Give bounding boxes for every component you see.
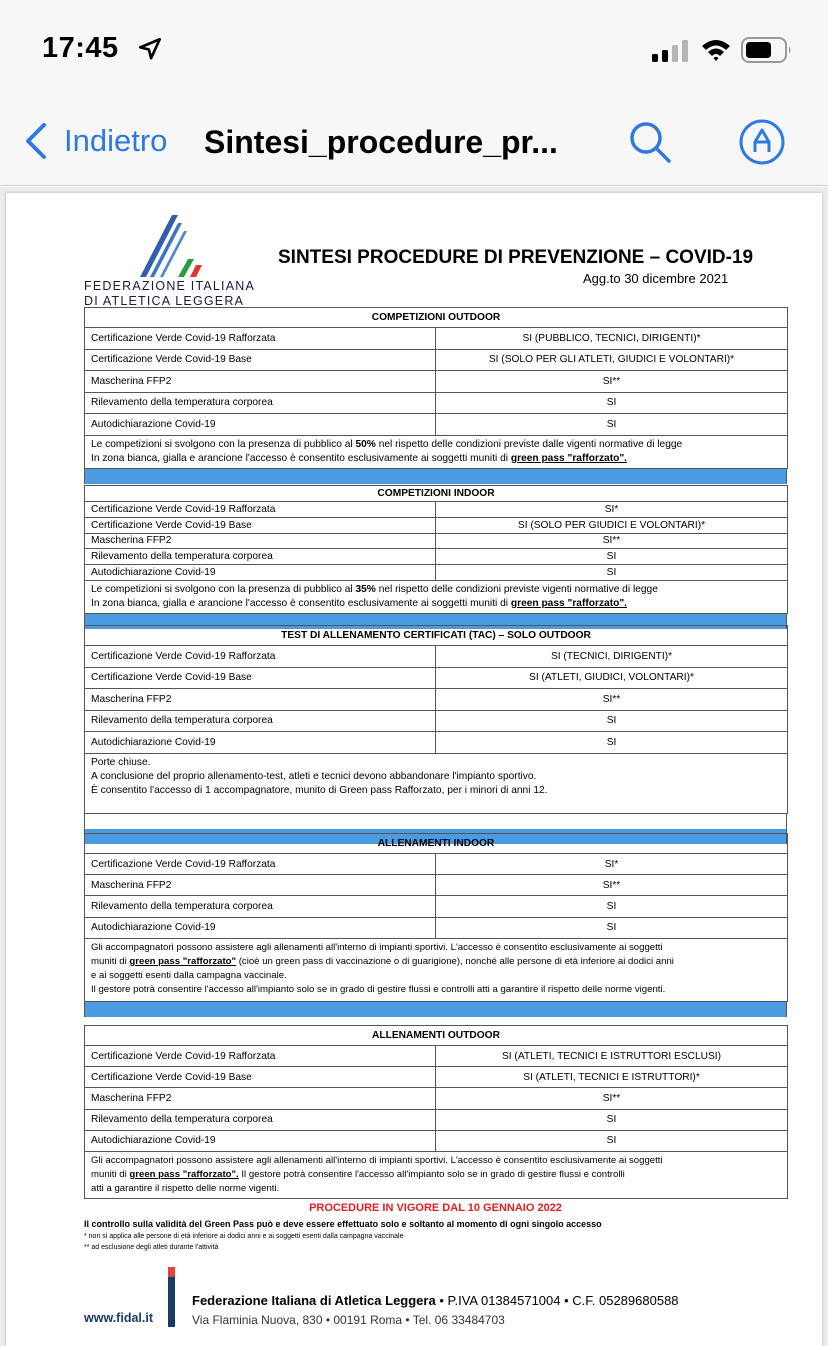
table-row [85, 1109, 788, 1130]
section-heading: COMPETIZIONI INDOOR [85, 486, 788, 502]
table-row [85, 371, 788, 393]
row-value: SI** [436, 1088, 788, 1109]
section-allenamenti-outdoor [84, 1025, 787, 1199]
note-text: e ai soggetti esenti dalla campagna vaccinale. [91, 969, 287, 981]
footer-tax-ids: • P.IVA 01384571004 • C.F. 05289680588 [435, 1293, 679, 1308]
row-value: SI [436, 732, 788, 754]
table-row [85, 533, 788, 549]
markup-pen-icon[interactable] [738, 118, 786, 166]
note-bold: green pass "rafforzato" [129, 955, 237, 967]
note-text: nel rispetto delle condizioni previste vigenti normative di legge [375, 583, 658, 595]
note-text: Porte chiuse. [91, 756, 151, 768]
note-text: atti a garantire il rispetto delle norme vigenti. [91, 1182, 280, 1194]
section-note [85, 435, 788, 468]
note-bold: green pass "rafforzato". [510, 597, 627, 609]
row-value: SI** [436, 533, 788, 549]
row-value: SI [436, 414, 788, 436]
table-row [85, 917, 788, 938]
row-value: SI [436, 1130, 788, 1151]
table-row [85, 689, 788, 711]
location-arrow-icon [137, 36, 163, 62]
org-name-line1: FEDERAZIONE ITALIANA [84, 279, 256, 293]
section-test-allenamento [84, 625, 787, 844]
row-value: SI (SOLO PER GLI ATLETI, GIUDICI E VOLONTARI)* [436, 349, 788, 371]
row-label: Mascherina FFP2 [85, 533, 436, 549]
note-bold: green pass "rafforzato". [129, 1168, 239, 1180]
row-value: SI [436, 1109, 788, 1130]
table-row [85, 502, 788, 518]
row-value: SI [436, 917, 788, 938]
note-text: Le competizioni si svolgono con la presenza di pubblico al [91, 438, 356, 450]
row-label: Mascherina FFP2 [85, 1088, 436, 1109]
note-text: nel rispetto delle condizioni previste dalle vigenti normative di legge [375, 438, 683, 450]
row-label: Certificazione Verde Covid-19 Rafforzata [85, 328, 436, 350]
note-bold: green pass "rafforzato". [510, 452, 627, 464]
row-label: Certificazione Verde Covid-19 Rafforzata [85, 854, 436, 875]
note-text: Le competizioni si svolgono con la presenza di pubblico al [91, 583, 356, 595]
table-row [85, 1088, 788, 1109]
row-value: SI [436, 549, 788, 565]
wifi-icon [700, 38, 732, 62]
note-text: Gli accompagnatori possono assistere agli allenamenti all'interno di impianti sportivi. L'accesso è consentito esclusivamente ai soggetti [91, 1154, 663, 1166]
row-label: Autodichiarazione Covid-19 [85, 1130, 436, 1151]
note-text: Gli accompagnatori possono assistere agli allenamenti all'interno di impianti sportivi. L'accesso è consentito esclusivamente ai soggetti [91, 941, 663, 953]
document-title: Sintesi_procedure_pr... [204, 124, 558, 160]
table-row [85, 732, 788, 754]
chevron-left-icon [22, 121, 50, 161]
footnote-single-asterisk: * non si applica alle persone di età inferiore ai dodici anni e ai soggetti esenti dalla campagna vaccinale [84, 1233, 404, 1240]
row-value: SI (PUBBLICO, TECNICI, DIRIGENTI)* [436, 328, 788, 350]
table-row [85, 1130, 788, 1151]
section-competizioni-indoor [84, 485, 787, 629]
row-value: SI* [436, 854, 788, 875]
effective-date-notice: PROCEDURE IN VIGORE DAL 10 GENNAIO 2022 [309, 1202, 562, 1214]
section-note [85, 938, 788, 1001]
section-note [85, 580, 788, 613]
table-row [85, 646, 788, 668]
row-value: SI (ATLETI, TECNICI E ISTRUTTORI)* [436, 1067, 788, 1088]
status-bar [0, 0, 828, 100]
row-label: Autodichiarazione Covid-19 [85, 414, 436, 436]
clock: 17:45 [42, 32, 119, 64]
org-name-line2: DI ATLETICA LEGGERA [84, 294, 245, 308]
section-allenamenti-indoor [84, 833, 787, 1017]
row-label: Certificazione Verde Covid-19 Rafforzata [85, 1046, 436, 1067]
page-title: SINTESI PROCEDURE DI PREVENZIONE – COVID-19 [278, 247, 754, 268]
footer-website: www.fidal.it [84, 1311, 153, 1325]
table-row [85, 1046, 788, 1067]
row-label: Certificazione Verde Covid-19 Base [85, 667, 436, 689]
note-bold: 35% [355, 583, 376, 595]
battery-icon [741, 37, 793, 63]
table-row [85, 896, 788, 917]
row-label: Autodichiarazione Covid-19 [85, 917, 436, 938]
pdf-page [6, 193, 822, 1346]
note-text: In zona bianca, gialla e arancione l'accesso è consentito esclusivamente ai soggetti muniti di [91, 597, 511, 609]
row-label: Certificazione Verde Covid-19 Rafforzata [85, 646, 436, 668]
footer-org [192, 1293, 679, 1308]
row-value: SI* [436, 502, 788, 518]
row-value: SI (ATLETI, GIUDICI, VOLONTARI)* [436, 667, 788, 689]
row-label: Mascherina FFP2 [85, 689, 436, 711]
row-value: SI [436, 565, 788, 581]
row-value: SI** [436, 371, 788, 393]
note-text: muniti di [91, 1168, 130, 1180]
row-value: SI (TECNICI, DIRIGENTI)* [436, 646, 788, 668]
row-label: Autodichiarazione Covid-19 [85, 565, 436, 581]
search-icon[interactable] [626, 118, 674, 166]
footer-org-name: Federazione Italiana di Atletica Leggera [192, 1293, 436, 1308]
table-row [85, 1067, 788, 1088]
section-divider [84, 469, 787, 484]
row-label: Rilevamento della temperatura corporea [85, 549, 436, 565]
section-note [85, 1151, 788, 1198]
note-text: muniti di [91, 955, 130, 967]
table-row [85, 349, 788, 371]
note-text: È consentito l'accesso di 1 accompagnatore, munito di Green pass Rafforzato, per i minori di anni 12. [91, 784, 548, 796]
back-button[interactable] [22, 118, 167, 164]
row-label: Rilevamento della temperatura corporea [85, 896, 436, 917]
row-value: SI [436, 896, 788, 917]
row-label: Rilevamento della temperatura corporea [85, 392, 436, 414]
note-text: A conclusione del proprio allenamento-test, atleti e tecnici devono abbandonare l'impianto sportivo. [91, 770, 537, 782]
section-heading: ALLENAMENTI OUTDOOR [85, 1026, 788, 1046]
footer-accent [168, 1267, 175, 1277]
row-label: Autodichiarazione Covid-19 [85, 732, 436, 754]
table-row [85, 854, 788, 875]
navigation-bar [0, 100, 828, 186]
note-text: In zona bianca, gialla e arancione l'accesso è consentito esclusivamente ai soggetti muniti di [91, 452, 511, 464]
section-heading: COMPETIZIONI OUTDOOR [85, 308, 788, 328]
row-label: Rilevamento della temperatura corporea [85, 1109, 436, 1130]
row-value: SI [436, 392, 788, 414]
section-heading: TEST DI ALLENAMENTO CERTIFICATI (TAC) – SOLO OUTDOOR [85, 626, 788, 646]
table-row [85, 392, 788, 414]
row-label: Certificazione Verde Covid-19 Base [85, 517, 436, 533]
table-row [85, 565, 788, 581]
update-date: Agg.to 30 dicembre 2021 [583, 271, 729, 286]
footer-address: Via Flaminia Nuova, 830 • 00191 Roma • Tel. 06 33484703 [192, 1313, 505, 1327]
row-value: SI (SOLO PER GIUDICI E VOLONTARI)* [436, 517, 788, 533]
footnote-double-asterisk: ** ad esclusione degli atleti durante l'attività [84, 1244, 219, 1251]
row-label: Certificazione Verde Covid-19 Base [85, 1067, 436, 1088]
row-value: SI (ATLETI, TECNICI E ISTRUTTORI ESCLUSI) [436, 1046, 788, 1067]
footer-bar [168, 1277, 175, 1327]
document-viewer[interactable] [0, 187, 828, 1346]
table-row [85, 414, 788, 436]
note-text: Il gestore potrà consentire l'accesso all'impianto solo se in grado di gestire flussi e controlli [238, 1168, 625, 1180]
row-label: Rilevamento della temperatura corporea [85, 710, 436, 732]
back-label: Indietro [64, 123, 168, 158]
row-value: SI [436, 710, 788, 732]
note-text: Il gestore potrà consentire l'accesso all'impianto solo se in grado di gestire flussi e controlli atti a garantire il rispetto delle norme vigenti. [91, 983, 666, 995]
row-label: Mascherina FFP2 [85, 875, 436, 896]
row-label: Certificazione Verde Covid-19 Base [85, 349, 436, 371]
spacer [84, 814, 787, 829]
table-row [85, 549, 788, 565]
table-row [85, 710, 788, 732]
row-label: Certificazione Verde Covid-19 Rafforzata [85, 502, 436, 518]
note-bold: 50% [355, 438, 376, 450]
signal-icon [652, 40, 688, 62]
row-value: SI** [436, 875, 788, 896]
green-pass-control-note: Il controllo sulla validità del Green Pass può e deve essere effettuato solo e soltanto al momento di ogni singolo accesso [84, 1219, 602, 1229]
table-row [85, 875, 788, 896]
fidal-logo-icon [134, 213, 214, 281]
section-competizioni-outdoor [84, 307, 787, 484]
row-label: Mascherina FFP2 [85, 371, 436, 393]
section-note [85, 753, 788, 813]
table-row [85, 667, 788, 689]
section-divider [84, 1002, 787, 1017]
table-row [85, 328, 788, 350]
row-value: SI** [436, 689, 788, 711]
table-row [85, 517, 788, 533]
section-heading: ALLENAMENTI INDOOR [85, 834, 788, 854]
note-text: (cioè un green pass di vaccinazione o di guarigione), nonché alle persone di età inferiore ai dodici anni [236, 955, 674, 967]
